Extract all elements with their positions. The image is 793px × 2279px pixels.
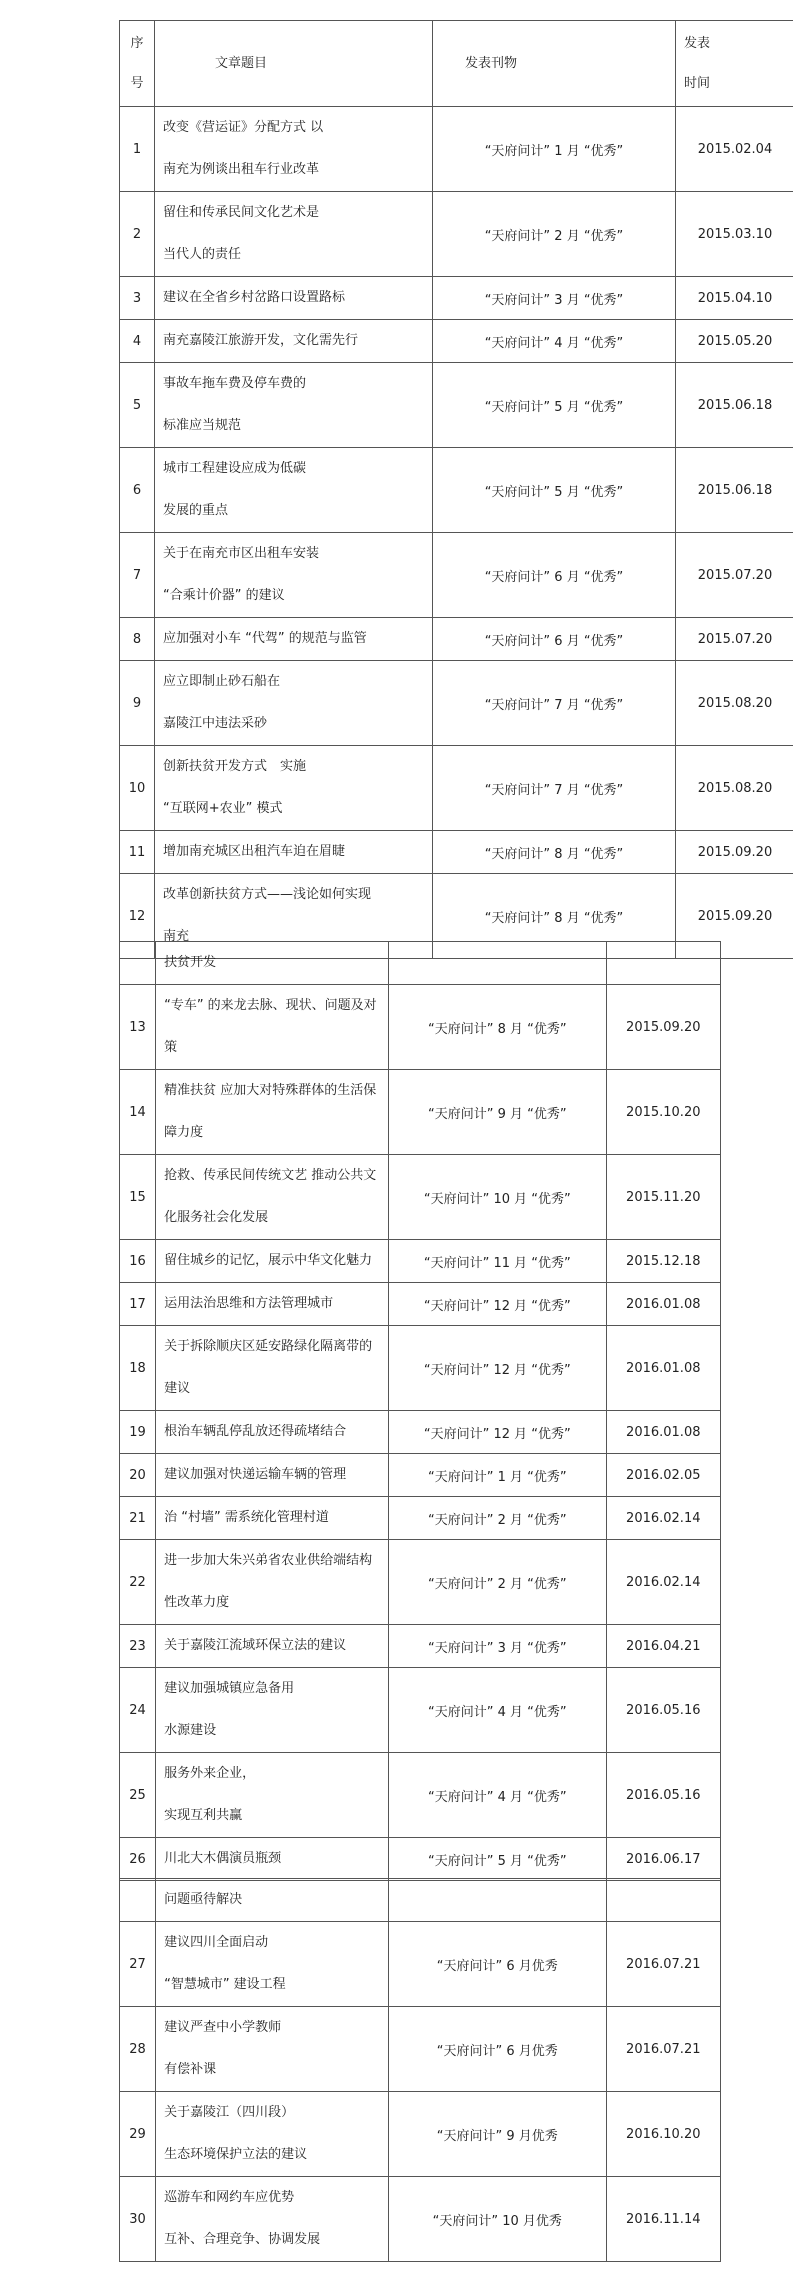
section-header-row: [120, 1879, 721, 1922]
header-num-line2: 号: [130, 75, 144, 91]
article-title-line2: 嘉陵江中违法采砂: [163, 716, 268, 731]
section-header-row: [120, 942, 721, 985]
table-header-row: [120, 21, 793, 107]
article-title: [156, 2092, 389, 2177]
publication: “天府问计” 10 月优秀: [389, 2177, 607, 2262]
publication: “天府问计” 4 月 “优秀”: [433, 320, 676, 363]
publish-date: 2016.10.20: [606, 2092, 720, 2177]
row-number: 11: [120, 831, 155, 874]
publication: “天府问计” 7 月 “优秀”: [433, 746, 676, 831]
article-title-line1: 进一步加大朱兴弟省农业供给端结构: [164, 1553, 373, 1568]
row-number: 18: [120, 1326, 156, 1411]
article-title: [156, 1070, 389, 1155]
row-number: 2: [120, 192, 155, 277]
article-title-line1: 建议加强对快递运输车辆的管理: [164, 1467, 347, 1482]
table-row: [120, 1070, 721, 1155]
publication: “天府问计” 12 月 “优秀”: [389, 1283, 607, 1326]
publish-date: 2015.12.18: [606, 1240, 720, 1283]
article-title: [156, 1454, 389, 1497]
row-number: 26: [120, 1838, 156, 1881]
publish-date: 2016.07.21: [606, 2007, 720, 2092]
article-title-line2: 策: [164, 1040, 178, 1055]
article-title: [156, 1283, 389, 1326]
article-title-line1: 事故车拖车费及停车费的: [163, 376, 307, 391]
publish-date: 2016.01.08: [606, 1283, 720, 1326]
publish-date: 2016.05.16: [606, 1668, 720, 1753]
article-title-line1: 关于嘉陵江（四川段）: [164, 2105, 295, 2120]
publication: “天府问计” 6 月优秀: [389, 2007, 607, 2092]
publication: “天府问计” 6 月 “优秀”: [433, 533, 676, 618]
table-row: [120, 107, 793, 192]
table-row: [120, 1326, 721, 1411]
publish-date: 2015.06.18: [676, 363, 793, 448]
section-header-pub: [389, 1879, 607, 1922]
table-row: [120, 277, 793, 320]
article-title: [156, 1497, 389, 1540]
publish-date: 2016.07.21: [606, 1922, 720, 2007]
article-title-line2: “智慧城市” 建设工程: [164, 1977, 286, 1992]
row-number: 30: [120, 2177, 156, 2262]
article-title-line1: 抢救、传承民间传统文艺 推动公共文: [164, 1168, 377, 1183]
header-pub: 发表刊物: [433, 21, 676, 107]
publish-date: 2016.01.08: [606, 1326, 720, 1411]
table-row: [120, 1454, 721, 1497]
row-number: 9: [120, 661, 155, 746]
publication: “天府问计” 12 月 “优秀”: [389, 1326, 607, 1411]
section-header-pub: [389, 942, 607, 985]
article-title: [156, 1625, 389, 1668]
publication: “天府问计” 8 月 “优秀”: [389, 985, 607, 1070]
header-date: [676, 21, 793, 107]
article-title: [155, 320, 433, 363]
publication: “天府问计” 5 月 “优秀”: [389, 1838, 607, 1881]
row-number: 20: [120, 1454, 156, 1497]
article-title: [155, 618, 433, 661]
publish-date: 2016.05.16: [606, 1753, 720, 1838]
section-header-title: 问题亟待解决: [156, 1879, 389, 1922]
header-num-line1: 序: [130, 35, 144, 51]
publish-date: 2016.11.14: [606, 2177, 720, 2262]
article-title-line1: 根治车辆乱停乱放还得疏堵结合: [164, 1424, 347, 1439]
row-number: 1: [120, 107, 155, 192]
row-number: 25: [120, 1753, 156, 1838]
publish-date: 2016.02.05: [606, 1454, 720, 1497]
article-title: [155, 363, 433, 448]
row-number: 23: [120, 1625, 156, 1668]
row-number: 15: [120, 1155, 156, 1240]
article-title: [156, 985, 389, 1070]
publish-date: 2015.07.20: [676, 618, 793, 661]
articles-table-3: [119, 1878, 721, 2262]
row-number: 14: [120, 1070, 156, 1155]
article-title: [156, 1155, 389, 1240]
table-row: [120, 831, 793, 874]
article-title: [155, 277, 433, 320]
publish-date: 2016.04.21: [606, 1625, 720, 1668]
table-row: [120, 2177, 721, 2262]
table-row: [120, 2092, 721, 2177]
articles-table-2: [119, 941, 721, 1881]
publication: “天府问计” 3 月 “优秀”: [389, 1625, 607, 1668]
article-title: [155, 448, 433, 533]
row-number: 27: [120, 1922, 156, 2007]
publish-date: 2015.11.20: [606, 1155, 720, 1240]
table-row: [120, 1753, 721, 1838]
article-title-line2: 水源建设: [164, 1723, 217, 1738]
row-number: 24: [120, 1668, 156, 1753]
article-title: [156, 1411, 389, 1454]
article-title: [155, 107, 433, 192]
publication: “天府问计” 5 月 “优秀”: [433, 363, 676, 448]
row-number: 7: [120, 533, 155, 618]
row-number: 13: [120, 985, 156, 1070]
row-number: 12: [120, 874, 155, 959]
article-title-line1: 城市工程建设应成为低碳: [163, 461, 307, 476]
table-row: [120, 2007, 721, 2092]
publication: “天府问计” 9 月优秀: [389, 2092, 607, 2177]
article-title-line1: 建议四川全面启动: [164, 1935, 269, 1950]
publish-date: 2015.06.18: [676, 448, 793, 533]
table-row: [120, 320, 793, 363]
publish-date: 2015.10.20: [606, 1070, 720, 1155]
publish-date: 2015.04.10: [676, 277, 793, 320]
article-title-line1: 建议加强城镇应急备用: [164, 1681, 295, 1696]
row-number: 17: [120, 1283, 156, 1326]
row-number: 5: [120, 363, 155, 448]
article-title-line1: 建议严查中小学教师: [164, 2020, 282, 2035]
table-row: [120, 1240, 721, 1283]
article-title-line1: 运用法治思维和方法管理城市: [164, 1296, 334, 1311]
row-number: 21: [120, 1497, 156, 1540]
row-number: 22: [120, 1540, 156, 1625]
article-title-line1: 增加南充城区出租汽车迫在眉睫: [163, 844, 346, 859]
article-title-line1: 关于嘉陵江流域环保立法的建议: [164, 1638, 347, 1653]
publish-date: 2015.09.20: [676, 831, 793, 874]
header-title: 文章题目: [155, 21, 433, 107]
publication: “天府问计” 10 月 “优秀”: [389, 1155, 607, 1240]
table-row: [120, 192, 793, 277]
section-header-date: [606, 1879, 720, 1922]
publish-date: 2015.03.10: [676, 192, 793, 277]
publish-date: 2016.02.14: [606, 1497, 720, 1540]
table-row: [120, 1838, 721, 1881]
publication: “天府问计” 2 月 “优秀”: [389, 1497, 607, 1540]
article-title-line2: 发展的重点: [163, 503, 229, 518]
article-title-line2: 有偿补课: [164, 2062, 217, 2077]
article-title-line2: 建议: [164, 1381, 191, 1396]
article-title-line1: 关于在南充市区出租车安装: [163, 546, 320, 561]
table-row: [120, 1668, 721, 1753]
article-title: [155, 192, 433, 277]
article-title-line1: 南充嘉陵江旅游开发，文化需先行: [163, 333, 359, 348]
article-title-line1: 治 “村墙” 需系统化管理村道: [164, 1510, 329, 1525]
article-title-line2: 障力度: [164, 1125, 204, 1140]
publication: “天府问计” 1 月 “优秀”: [433, 107, 676, 192]
publication: “天府问计” 12 月 “优秀”: [389, 1411, 607, 1454]
article-title: [156, 1838, 389, 1881]
articles-table-1: [119, 20, 793, 959]
publish-date: 2016.02.14: [606, 1540, 720, 1625]
row-number: 10: [120, 746, 155, 831]
table-row: [120, 1283, 721, 1326]
publication: “天府问计” 2 月 “优秀”: [389, 1540, 607, 1625]
article-title-line2: 性改革力度: [164, 1595, 230, 1610]
publication: “天府问计” 8 月 “优秀”: [433, 831, 676, 874]
publication: “天府问计” 1 月 “优秀”: [389, 1454, 607, 1497]
article-title-line1: 改革创新扶贫方式——浅论如何实现: [163, 887, 372, 902]
article-title: [156, 1668, 389, 1753]
table-row: [120, 985, 721, 1070]
article-title-line2: “合乘计价器” 的建议: [163, 588, 285, 603]
publish-date: 2016.06.17: [606, 1838, 720, 1881]
section-header-date: [606, 942, 720, 985]
article-title: [155, 831, 433, 874]
row-number: 6: [120, 448, 155, 533]
article-title-line1: “专车” 的来龙去脉、现状、问题及对: [164, 998, 377, 1013]
publication: “天府问计” 2 月 “优秀”: [433, 192, 676, 277]
table-row: [120, 1625, 721, 1668]
publish-date: 2015.08.20: [676, 661, 793, 746]
article-title-line2: 实现互利共赢: [164, 1808, 243, 1823]
header-date-line2: 时间: [684, 75, 711, 91]
article-title-line2: 南充: [163, 929, 190, 944]
row-number: 16: [120, 1240, 156, 1283]
article-title-line1: 川北大木偶演员瓶颈: [164, 1851, 282, 1866]
section-header-title: 扶贫开发: [156, 942, 389, 985]
table-row: [120, 746, 793, 831]
article-title: [156, 1240, 389, 1283]
article-title-line2: 化服务社会化发展: [164, 1210, 269, 1225]
article-title: [156, 1922, 389, 2007]
article-title-line1: 关于拆除顺庆区延安路绿化隔离带的: [164, 1339, 373, 1354]
article-title: [155, 533, 433, 618]
article-title: [155, 746, 433, 831]
table-row: [120, 1540, 721, 1625]
row-number: 4: [120, 320, 155, 363]
article-title-line2: 标准应当规范: [163, 418, 242, 433]
publish-date: 2015.09.20: [676, 874, 793, 959]
table-row: [120, 1497, 721, 1540]
article-title-line2: 南充为例谈出租车行业改革: [163, 162, 320, 177]
article-title-line1: 改变《营运证》分配方式 以: [163, 120, 324, 135]
publication: “天府问计” 4 月 “优秀”: [389, 1668, 607, 1753]
table-row: [120, 1155, 721, 1240]
article-title: [156, 2007, 389, 2092]
article-title-line2: 当代人的责任: [163, 247, 242, 262]
row-number: 29: [120, 2092, 156, 2177]
article-title: [156, 1540, 389, 1625]
article-title-line2: 互补、合理竞争、协调发展: [164, 2232, 321, 2247]
row-number: 28: [120, 2007, 156, 2092]
publication: “天府问计” 5 月 “优秀”: [433, 448, 676, 533]
publication: “天府问计” 7 月 “优秀”: [433, 661, 676, 746]
table-row: [120, 448, 793, 533]
publish-date: 2015.08.20: [676, 746, 793, 831]
publication: “天府问计” 11 月 “优秀”: [389, 1240, 607, 1283]
publish-date: 2015.02.04: [676, 107, 793, 192]
table-row: [120, 1411, 721, 1454]
publication: “天府问计” 3 月 “优秀”: [433, 277, 676, 320]
article-title-line1: 建议在全省乡村岔路口设置路标: [163, 290, 346, 305]
article-title-line1: 留住和传承民间文化艺术是: [163, 205, 320, 220]
publish-date: 2016.01.08: [606, 1411, 720, 1454]
section-header-num: [120, 1879, 156, 1922]
article-title-line2: “互联网+农业” 模式: [163, 801, 283, 816]
article-title: [156, 2177, 389, 2262]
table-row: [120, 618, 793, 661]
article-title: [156, 1326, 389, 1411]
publication: “天府问计” 8 月 “优秀”: [433, 874, 676, 959]
header-date-line1: 发表: [684, 35, 711, 51]
article-title-line1: 应立即制止砂石船在: [163, 674, 281, 689]
article-title-line1: 精准扶贫 应加大对特殊群体的生活保: [164, 1083, 377, 1098]
article-title: [155, 661, 433, 746]
article-title-line1: 巡游车和网约车应优势: [164, 2190, 295, 2205]
row-number: 8: [120, 618, 155, 661]
publish-date: 2015.07.20: [676, 533, 793, 618]
publish-date: 2015.09.20: [606, 985, 720, 1070]
publication: “天府问计” 9 月 “优秀”: [389, 1070, 607, 1155]
publication: “天府问计” 4 月 “优秀”: [389, 1753, 607, 1838]
article-title: [156, 1753, 389, 1838]
article-title-line1: 留住城乡的记忆，展示中华文化魅力: [164, 1253, 373, 1268]
table-row: [120, 1922, 721, 2007]
row-number: 3: [120, 277, 155, 320]
article-title-line1: 应加强对小车 “代驾” 的规范与监管: [163, 631, 367, 646]
table-row: [120, 363, 793, 448]
publication: “天府问计” 6 月优秀: [389, 1922, 607, 2007]
row-number: 19: [120, 1411, 156, 1454]
section-header-num: [120, 942, 156, 985]
publish-date: 2015.05.20: [676, 320, 793, 363]
header-num: [120, 21, 155, 107]
publication: “天府问计” 6 月 “优秀”: [433, 618, 676, 661]
article-title-line1: 服务外来企业，: [164, 1766, 256, 1781]
article-title-line1: 创新扶贫开发方式 实施: [163, 759, 307, 774]
table-row: [120, 661, 793, 746]
table-row: [120, 533, 793, 618]
article-title-line2: 生态环境保护立法的建议: [164, 2147, 308, 2162]
